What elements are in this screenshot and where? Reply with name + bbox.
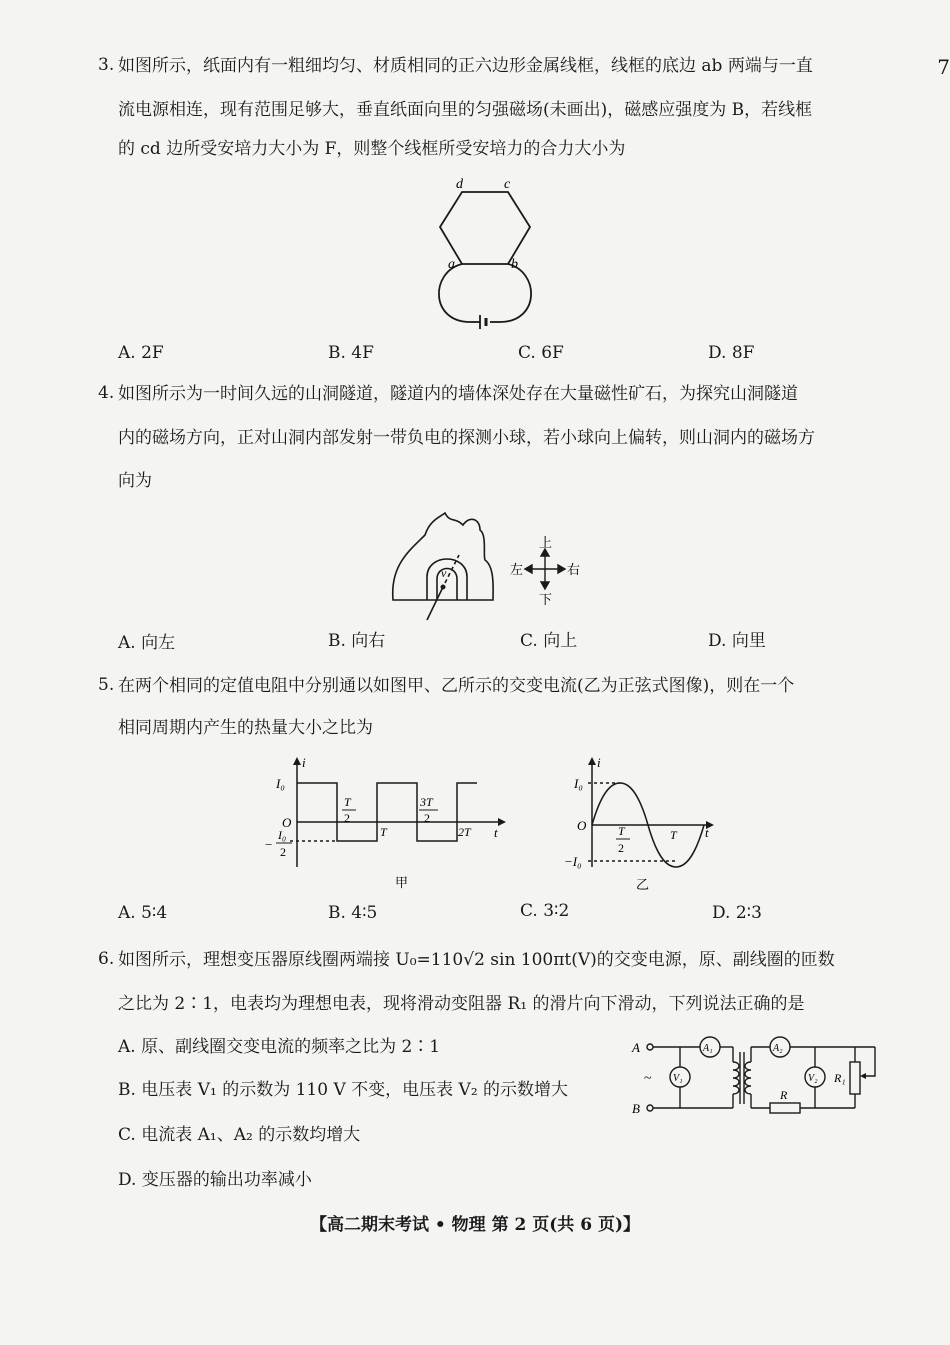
q4-option-d[interactable]: D. 向里	[708, 631, 766, 651]
corner-mark: 7	[937, 55, 950, 79]
rheostat-r1: R₁	[834, 1071, 846, 1085]
t-label: T	[380, 825, 387, 839]
origin-o: O	[577, 818, 587, 833]
axis-t: t	[705, 825, 709, 840]
q6-number: 6.	[98, 949, 115, 969]
dir-left: 左	[510, 562, 524, 577]
q4-line: 内的磁场方向，正对山洞内部发射一带负电的探测小球，若小球向上偏转，则山洞内的磁场方	[118, 428, 815, 448]
q5-option-a[interactable]: A. 5∶4	[118, 903, 168, 923]
label-i0: I₀	[276, 776, 285, 791]
q6-option-a[interactable]: A. 原、副线圈交变电流的频率之比为 2∶1	[118, 1037, 441, 1057]
label-d: d	[456, 177, 463, 192]
label-v: v	[441, 566, 447, 580]
q4-number: 4.	[98, 383, 115, 403]
q3-option-b[interactable]: B. 4F	[328, 343, 374, 363]
label-neg-i0: −I₀	[564, 854, 582, 869]
t-label: T	[670, 828, 677, 842]
origin-o: O	[282, 815, 292, 830]
label-c: c	[504, 177, 511, 192]
q5-line: 在两个相同的定值电阻中分别通以如图甲、乙所示的交变电流(乙为正弦式图像)，则在一个	[118, 676, 795, 696]
q3-line: 的 cd 边所受安培力大小为 F，则整个线框所受安培力的合力大小为	[118, 139, 626, 159]
q3-line: 如图所示，纸面内有一粗细均匀、材质相同的正六边形金属线框，线框的底边 ab 两端与一直	[118, 56, 813, 76]
q3-number: 3.	[98, 55, 115, 75]
resistor-r: R	[780, 1088, 788, 1102]
caption-jia: 甲	[395, 875, 409, 890]
q5-line: 相同周期内产生的热量大小之比为	[118, 718, 373, 738]
q6-option-b[interactable]: B. 电压表 V₁ 的示数为 110 V 不变，电压表 V₂ 的示数增大	[118, 1080, 569, 1100]
axis-i: i	[302, 755, 306, 770]
q5-option-b[interactable]: B. 4∶5	[328, 903, 378, 923]
q6-line: 之比为 2∶1，电表均为理想电表，现将滑动变阻器 R₁ 的滑片向下滑动，下列说法正确的是	[118, 994, 805, 1014]
t-half-num: T	[618, 824, 625, 838]
q4-line: 向为	[118, 471, 152, 491]
label-a: a	[448, 257, 455, 272]
q3-line: 流电源相连，现有范围足够大，垂直纸面向里的匀强磁场(未画出)，磁感应强度为 B，若线框	[118, 100, 813, 120]
t-half-num: T	[344, 795, 351, 809]
sine-wave-graph-yi	[560, 755, 720, 895]
q5-number: 5.	[98, 675, 115, 695]
q6-option-d[interactable]: D. 变压器的输出功率减小	[118, 1170, 312, 1190]
ammeter-a1: A₁	[703, 1043, 713, 1054]
neg-half-den: 2	[280, 845, 286, 859]
terminal-b: B	[632, 1101, 640, 1116]
voltmeter-v1: V₁	[673, 1073, 683, 1084]
q6-line: 如图所示，理想变压器原线圈两端接 U₀=110√2 sin 100πt(V)的交变电源，原、副线圈的匝数	[118, 950, 835, 970]
q4-line: 如图所示为一时间久远的山洞隧道，隧道内的墙体深处存在大量磁性矿石，为探究山洞隧道	[118, 384, 798, 404]
q6-option-c[interactable]: C. 电流表 A₁、A₂ 的示数均增大	[118, 1125, 361, 1145]
q5-option-c[interactable]: C. 3∶2	[520, 901, 570, 921]
page-footer: 【高二期末考试 • 物理 第 2 页(共 6 页)】	[309, 1215, 641, 1235]
terminal-a: A	[632, 1040, 640, 1055]
t-half-den: 2	[344, 811, 350, 825]
tunnel-figure	[385, 505, 595, 630]
q3-option-c[interactable]: C. 6F	[518, 343, 564, 363]
q5-option-d[interactable]: D. 2∶3	[712, 903, 762, 923]
t-half-den: 2	[618, 841, 624, 855]
q3-option-d[interactable]: D. 8F	[708, 343, 755, 363]
caption-yi: 乙	[636, 877, 650, 892]
axis-t: t	[494, 825, 498, 840]
square-wave-graph-jia	[262, 755, 512, 895]
transformer-circuit-figure	[630, 1030, 900, 1130]
q4-option-a[interactable]: A. 向左	[118, 633, 176, 653]
t2-label: 2T	[458, 825, 471, 839]
neg-half-num: I₀	[278, 828, 287, 842]
t3-half-num: 3T	[420, 795, 433, 809]
axis-i: i	[597, 755, 601, 770]
label-i0: I₀	[574, 776, 583, 791]
q3-option-a[interactable]: A. 2F	[118, 343, 164, 363]
hexagon-frame-figure	[420, 172, 550, 337]
minus-sign: −	[265, 837, 273, 852]
q4-option-b[interactable]: B. 向右	[328, 631, 386, 651]
label-b: b	[511, 257, 518, 272]
dir-down: 下	[539, 592, 553, 607]
dir-right: 右	[567, 562, 581, 577]
dir-up: 上	[539, 535, 553, 550]
t3-half-den: 2	[424, 811, 430, 825]
ammeter-a2: A₂	[773, 1043, 783, 1054]
q4-option-c[interactable]: C. 向上	[520, 631, 578, 651]
voltmeter-v2: V₂	[808, 1073, 818, 1084]
ac-source-symbol: ~	[644, 1071, 652, 1086]
